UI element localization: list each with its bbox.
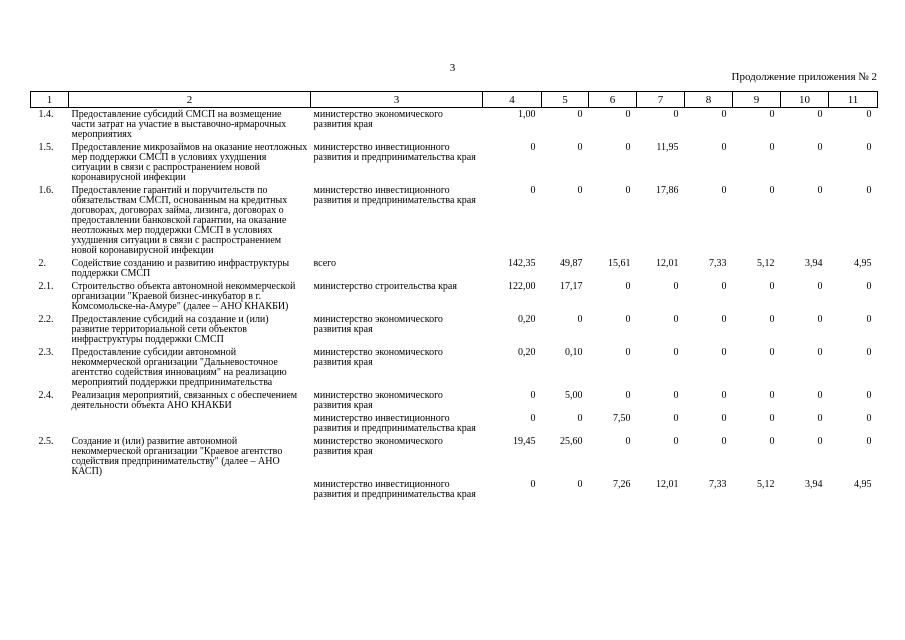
value-cell: 0 xyxy=(769,109,775,120)
value-cell: 25,60 xyxy=(560,436,583,447)
value-cell: 0 xyxy=(866,314,872,325)
event-name: Создание и (или) развитие автономной некоммерческой организации "Краевое агентство содействия предпринимательству" (далее – АНО КАСП) xyxy=(71,436,283,477)
value-cell: 0 xyxy=(817,436,823,447)
table-row xyxy=(31,108,878,142)
value-cell: 0 xyxy=(721,185,727,196)
table-row xyxy=(31,478,878,501)
funding-table xyxy=(30,91,878,501)
value-cell: 0 xyxy=(866,185,872,196)
value-cell: 3,94 xyxy=(805,258,823,269)
value-cell: 0 xyxy=(769,347,775,358)
table-row xyxy=(31,313,878,346)
value-cell: 15,61 xyxy=(608,258,631,269)
column-header-9: 9 xyxy=(733,92,781,108)
value-cell: 0 xyxy=(673,413,679,424)
executor: министерство экономического развития края xyxy=(313,314,443,335)
row-number: 2. xyxy=(38,258,46,269)
row-number xyxy=(31,478,69,501)
value-cell: 0 xyxy=(577,185,583,196)
table-row xyxy=(31,141,878,184)
value-cell: 0 xyxy=(530,390,536,401)
value-cell: 0 xyxy=(577,314,583,325)
value-cell: 0 xyxy=(769,185,775,196)
value-cell: 5,12 xyxy=(757,258,775,269)
table-row xyxy=(31,184,878,257)
value-cell: 0 xyxy=(530,413,536,424)
value-cell: 0 xyxy=(817,185,823,196)
value-cell: 0 xyxy=(673,390,679,401)
value-cell: 0 xyxy=(817,390,823,401)
value-cell: 0 xyxy=(769,390,775,401)
value-cell: 0 xyxy=(625,281,631,292)
value-cell: 0 xyxy=(817,347,823,358)
value-cell: 142,35 xyxy=(508,258,536,269)
value-cell: 7,33 xyxy=(709,479,727,490)
value-cell: 0 xyxy=(673,281,679,292)
value-cell: 0 xyxy=(625,347,631,358)
value-cell: 0 xyxy=(866,109,872,120)
value-cell: 0 xyxy=(577,142,583,153)
executor: министерство инвестиционного развития и предпринимательства края xyxy=(313,142,476,163)
value-cell: 0 xyxy=(625,390,631,401)
value-cell: 7,33 xyxy=(709,258,727,269)
value-cell: 0 xyxy=(577,413,583,424)
column-header-3: 3 xyxy=(311,92,483,108)
column-header-2: 2 xyxy=(69,92,311,108)
column-header-5: 5 xyxy=(542,92,589,108)
row-number xyxy=(31,412,69,435)
value-cell: 5,12 xyxy=(757,479,775,490)
event-name xyxy=(69,412,311,435)
value-cell: 0 xyxy=(673,436,679,447)
row-number: 2.1. xyxy=(38,281,54,292)
column-header-4: 4 xyxy=(483,92,542,108)
event-name: Предоставление субсидии автономной некоммерческой организации "Дальневосточное агентство содействия инновациям" на реализацию мероприятий поддержки предпринимательства xyxy=(71,347,287,388)
event-name: Предоставление субсидий СМСП на возмещение части затрат на участие в выставочно-ярмарочных мероприятиях xyxy=(71,109,287,140)
value-cell: 0 xyxy=(721,413,727,424)
table-row xyxy=(31,389,878,412)
value-cell: 1,00 xyxy=(518,109,536,120)
value-cell: 0 xyxy=(625,109,631,120)
value-cell: 17,17 xyxy=(560,281,583,292)
event-name: Содействие созданию и развитию инфраструктуры поддержки СМСП xyxy=(71,258,290,279)
value-cell: 0 xyxy=(866,347,872,358)
value-cell: 0 xyxy=(721,142,727,153)
row-number: 2.2. xyxy=(38,314,54,325)
row-number: 2.4. xyxy=(38,390,54,401)
executor: министерство экономического развития края xyxy=(313,390,443,411)
value-cell: 0 xyxy=(769,436,775,447)
value-cell: 0 xyxy=(530,479,536,490)
value-cell: 0,20 xyxy=(518,314,536,325)
column-header-6: 6 xyxy=(589,92,637,108)
value-cell: 0 xyxy=(769,314,775,325)
table-row xyxy=(31,346,878,389)
table-row xyxy=(31,280,878,313)
value-cell: 0 xyxy=(673,314,679,325)
value-cell: 0 xyxy=(625,436,631,447)
value-cell: 0 xyxy=(530,185,536,196)
value-cell: 49,87 xyxy=(560,258,583,269)
value-cell: 0 xyxy=(625,142,631,153)
value-cell: 4,95 xyxy=(854,258,872,269)
value-cell: 3,94 xyxy=(805,479,823,490)
table-row xyxy=(31,435,878,478)
continuation-label: Продолжение приложения № 2 xyxy=(731,71,877,83)
column-header-10: 10 xyxy=(781,92,829,108)
column-header-8: 8 xyxy=(685,92,733,108)
value-cell: 0 xyxy=(721,347,727,358)
executor: министерство инвестиционного развития и предпринимательства края xyxy=(313,185,476,206)
value-cell: 17,86 xyxy=(656,185,679,196)
column-header-1: 1 xyxy=(31,92,69,108)
value-cell: 0,10 xyxy=(565,347,583,358)
value-cell: 0 xyxy=(721,436,727,447)
value-cell: 0 xyxy=(817,281,823,292)
value-cell: 0 xyxy=(817,314,823,325)
value-cell: 0 xyxy=(817,109,823,120)
executor: министерство строительства края xyxy=(313,281,457,292)
value-cell: 12,01 xyxy=(656,479,679,490)
value-cell: 0 xyxy=(866,436,872,447)
row-number: 2.5. xyxy=(38,436,54,447)
executor: министерство инвестиционного развития и предпринимательства края xyxy=(313,413,476,434)
table-row xyxy=(31,412,878,435)
event-name: Реализация мероприятий, связанных с обеспечением деятельности объекта АНО КНАКБИ xyxy=(71,390,298,411)
column-header-7: 7 xyxy=(637,92,685,108)
executor: министерство экономического развития края xyxy=(313,109,443,130)
value-cell: 0 xyxy=(817,142,823,153)
executor: министерство инвестиционного развития и предпринимательства края xyxy=(313,479,476,500)
value-cell: 0 xyxy=(577,109,583,120)
column-header-11: 11 xyxy=(829,92,878,108)
value-cell: 0 xyxy=(577,479,583,490)
value-cell: 0 xyxy=(817,413,823,424)
value-cell: 5,00 xyxy=(565,390,583,401)
event-name: Предоставление гарантий и поручительств по обязательствам СМСП, основанным на кредитных договорах, договорах займа, лизинга, договорах о предоставлении банковской гарантии, на оказание неотложных мер поддержки СМСП в условиях ухудшения ситуации в связи с распространением новой коронавирусной инфекции xyxy=(71,185,288,256)
value-cell: 0 xyxy=(866,142,872,153)
value-cell: 19,45 xyxy=(513,436,536,447)
value-cell: 122,00 xyxy=(508,281,536,292)
value-cell: 0 xyxy=(866,413,872,424)
value-cell: 0 xyxy=(673,347,679,358)
value-cell: 7,26 xyxy=(613,479,631,490)
table-body xyxy=(31,108,878,502)
value-cell: 0 xyxy=(625,185,631,196)
value-cell: 0 xyxy=(769,281,775,292)
row-number: 1.5. xyxy=(38,142,54,153)
value-cell: 0 xyxy=(721,314,727,325)
value-cell: 7,50 xyxy=(613,413,631,424)
value-cell: 0 xyxy=(721,109,727,120)
page-number: 3 xyxy=(449,62,456,74)
value-cell: 12,01 xyxy=(656,258,679,269)
header-row xyxy=(31,92,878,108)
value-cell: 4,95 xyxy=(854,479,872,490)
value-cell: 0 xyxy=(866,281,872,292)
value-cell: 0 xyxy=(721,390,727,401)
executor: министерство экономического развития края xyxy=(313,436,443,457)
value-cell: 0 xyxy=(673,109,679,120)
executor: министерство экономического развития края xyxy=(313,347,443,368)
value-cell: 0 xyxy=(625,314,631,325)
event-name: Строительство объекта автономной некоммерческой организации "Краевой бизнес-инкубатор в г. Комсомольске-на-Амуре" (далее – АНО КНАКБИ) xyxy=(71,281,296,312)
value-cell: 0 xyxy=(866,390,872,401)
row-number: 1.6. xyxy=(38,185,54,196)
value-cell: 0 xyxy=(769,142,775,153)
value-cell: 11,95 xyxy=(656,142,679,153)
value-cell: 0,20 xyxy=(518,347,536,358)
executor: всего xyxy=(313,258,337,269)
table-row xyxy=(31,257,878,280)
row-number: 1.4. xyxy=(38,109,54,120)
value-cell: 0 xyxy=(769,413,775,424)
event-name: Предоставление микрозаймов на оказание неотложных мер поддержки СМСП в условиях ухудшения ситуации в связи с распространением новой коронавирусной инфекции xyxy=(71,142,308,183)
value-cell: 0 xyxy=(530,142,536,153)
event-name xyxy=(69,478,311,501)
row-number: 2.3. xyxy=(38,347,54,358)
event-name: Предоставление субсидий на создание и (или) развитие территориальной сети объектов инфраструктуры поддержки СМСП xyxy=(71,314,269,345)
value-cell: 0 xyxy=(721,281,727,292)
